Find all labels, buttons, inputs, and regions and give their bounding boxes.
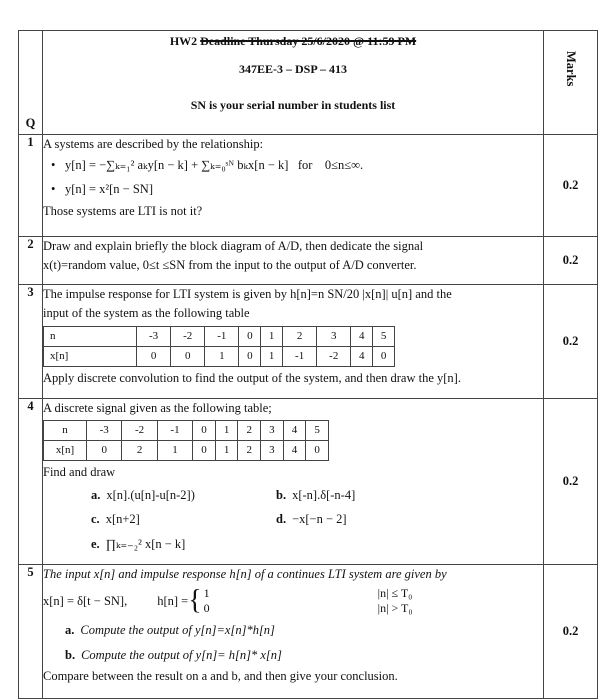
q5-case2-value: 0 <box>203 601 210 616</box>
q3-line-2: input of the system as the following table <box>43 306 250 321</box>
table-cell: 0 <box>193 421 216 441</box>
header-row <box>19 31 598 135</box>
q1-eq1-for: for <box>297 158 313 173</box>
q5-case1-value: 1 <box>203 586 210 601</box>
q3-line-1: The impulse response for LTI system is given by h[n]=n SN/20 |x[n]| u[n] and the <box>43 287 452 301</box>
table-cell: n <box>44 326 137 346</box>
table-cell: 1 <box>215 441 238 461</box>
q3-number: 3 <box>19 285 43 399</box>
q3-marks: 0.2 <box>544 285 598 399</box>
table-cell: 3 <box>261 441 284 461</box>
question-row-5 <box>19 565 598 699</box>
brace-icon: { <box>188 585 202 617</box>
q5-piecewise <box>188 586 412 616</box>
q4-row-x <box>44 441 329 461</box>
q1-eq1-range: 0≤n≤∞. <box>324 158 364 173</box>
title-block <box>43 31 544 135</box>
q3-body <box>43 285 544 399</box>
hw-title <box>43 34 543 49</box>
table-cell: 4 <box>283 441 306 461</box>
table-cell: 2 <box>122 441 157 461</box>
questions-table <box>18 30 598 699</box>
q5-b-label: b. <box>65 647 76 662</box>
homework-sheet <box>18 30 598 698</box>
q5-h-def: h[n] = <box>157 593 189 608</box>
q4-a-text: x[n].(u[n]-u[n-2]) <box>106 487 195 502</box>
q1-intro: A systems are described by the relationship: <box>43 137 264 151</box>
sn-note: SN is your serial number in students list <box>190 98 396 112</box>
q4-find: Find and draw <box>43 465 116 480</box>
table-cell: 3 <box>317 326 351 346</box>
question-row-2 <box>19 237 598 285</box>
q2-number: 2 <box>19 237 43 285</box>
table-cell: 3 <box>261 421 284 441</box>
table-cell: 2 <box>238 441 261 461</box>
table-cell: 4 <box>351 326 373 346</box>
deadline-struck: Deadline Thursday 25/6/2020 @ 11:59 PM <box>200 34 417 48</box>
q3-input-table <box>43 326 395 367</box>
q4-marks: 0.2 <box>544 399 598 565</box>
q4-a-label: a. <box>91 487 101 502</box>
table-cell: 1 <box>157 441 192 461</box>
q2-line-2: x(t)=random value, 0≤t ≤SN from the input to the output of A/D converter. <box>43 258 417 273</box>
table-cell: 0 <box>137 346 171 366</box>
q5-a-text: Compute the output of y[n]=x[n]*h[n] <box>80 623 275 638</box>
bullet-icon: • <box>51 182 56 197</box>
q1-eq1-text: y[n] = −∑ₖ₌₁² aₖy[n − k] + ∑ₖ₌₀ˢᴺ bₖx[n − k] <box>65 158 289 173</box>
q1-eq2-text: y[n] = x²[n − SN] <box>65 182 153 197</box>
q4-row-n <box>44 421 329 441</box>
q5-x-def: x[n] = δ[t − SN], <box>43 593 128 608</box>
q-label: Q <box>25 116 36 130</box>
q2-marks: 0.2 <box>544 237 598 285</box>
question-row-1 <box>19 135 598 237</box>
q1-question: Those systems are LTI is not it? <box>43 203 203 218</box>
q5-intro: The input x[n] and impulse response h[n] of a continues LTI system are given by <box>43 567 447 581</box>
q5-number: 5 <box>19 565 43 699</box>
q4-b-label: b. <box>276 487 287 502</box>
q4-e-text: ∏ₖ₌₋₂² x[n − k] <box>105 536 186 551</box>
q4-e-label: e. <box>91 536 100 551</box>
q4-b-text: x[-n].δ[-n-4] <box>292 487 356 502</box>
q5-body <box>43 565 544 699</box>
q1-marks: 0.2 <box>544 135 598 237</box>
table-cell: 4 <box>351 346 373 366</box>
marks-label: Marks <box>564 51 578 87</box>
table-cell: x[n] <box>44 346 137 366</box>
table-cell: 2 <box>283 326 317 346</box>
q4-number: 4 <box>19 399 43 565</box>
q2-line-1: Draw and explain briefly the block diagram of A/D, then dedicate the signal <box>43 239 424 253</box>
q4-body <box>43 399 544 565</box>
table-cell: -2 <box>171 326 205 346</box>
q4-options-row-ab <box>43 483 543 507</box>
table-cell: 5 <box>306 421 329 441</box>
q4-signal-table <box>43 420 329 461</box>
table-cell: 0 <box>193 441 216 461</box>
table-cell: 1 <box>215 421 238 441</box>
hw-prefix: HW2 <box>169 34 198 48</box>
table-cell: 2 <box>238 421 261 441</box>
q4-c-label: c. <box>91 512 100 527</box>
q4-options <box>43 483 543 556</box>
q1-equation-1 <box>43 154 543 178</box>
q5-conclusion: Compare between the result on a and b, and then give your conclusion. <box>43 669 398 684</box>
q5-marks: 0.2 <box>544 565 598 699</box>
table-cell: -3 <box>87 421 122 441</box>
table-cell: 0 <box>239 326 261 346</box>
table-cell: n <box>44 421 87 441</box>
table-cell: 1 <box>261 346 283 366</box>
table-cell: 1 <box>261 326 283 346</box>
q2-body <box>43 237 544 285</box>
table-cell: 5 <box>373 326 395 346</box>
table-cell: 4 <box>283 421 306 441</box>
q3-instruction: Apply discrete convolution to find the output of the system, and then draw the y[n]. <box>43 370 461 385</box>
course-code: 347EE-3 – DSP – 413 <box>238 62 347 76</box>
q4-c-text: x[n+2] <box>105 512 140 527</box>
table-cell: -3 <box>137 326 171 346</box>
bullet-icon: • <box>51 158 56 173</box>
table-cell: -1 <box>205 326 239 346</box>
q1-equation-2 <box>43 178 543 202</box>
q4-options-row-e <box>43 532 543 556</box>
q5-case2-cond: |n| > T₀ <box>377 601 413 616</box>
table-cell: 0 <box>373 346 395 366</box>
q5-b-text: Compute the output of y[n]= h[n]* x[n] <box>81 647 282 662</box>
q3-row-n <box>44 326 395 346</box>
question-row-4 <box>19 399 598 565</box>
q4-options-row-cd <box>43 507 543 531</box>
question-row-3 <box>19 285 598 399</box>
q4-intro: A discrete signal given as the following table; <box>43 401 272 415</box>
table-cell: -2 <box>317 346 351 366</box>
table-cell: 0 <box>171 346 205 366</box>
q4-d-label: d. <box>276 512 287 527</box>
table-cell: x[n] <box>44 441 87 461</box>
table-cell: -1 <box>283 346 317 366</box>
q5-parts <box>43 618 543 667</box>
q-column-header <box>19 31 43 135</box>
table-cell: 0 <box>306 441 329 461</box>
q1-number: 1 <box>19 135 43 237</box>
q3-row-x <box>44 346 395 366</box>
table-cell: -2 <box>122 421 157 441</box>
q5-case1-cond: |n| ≤ T₀ <box>377 586 413 601</box>
q5-a-label: a. <box>65 623 75 638</box>
q4-d-text: −x[−n − 2] <box>292 512 347 527</box>
q5-definitions <box>43 586 543 616</box>
table-cell: 0 <box>87 441 122 461</box>
table-cell: 1 <box>205 346 239 366</box>
table-cell: -1 <box>157 421 192 441</box>
q1-body <box>43 135 544 237</box>
table-cell: 0 <box>239 346 261 366</box>
marks-column-header <box>544 31 598 135</box>
